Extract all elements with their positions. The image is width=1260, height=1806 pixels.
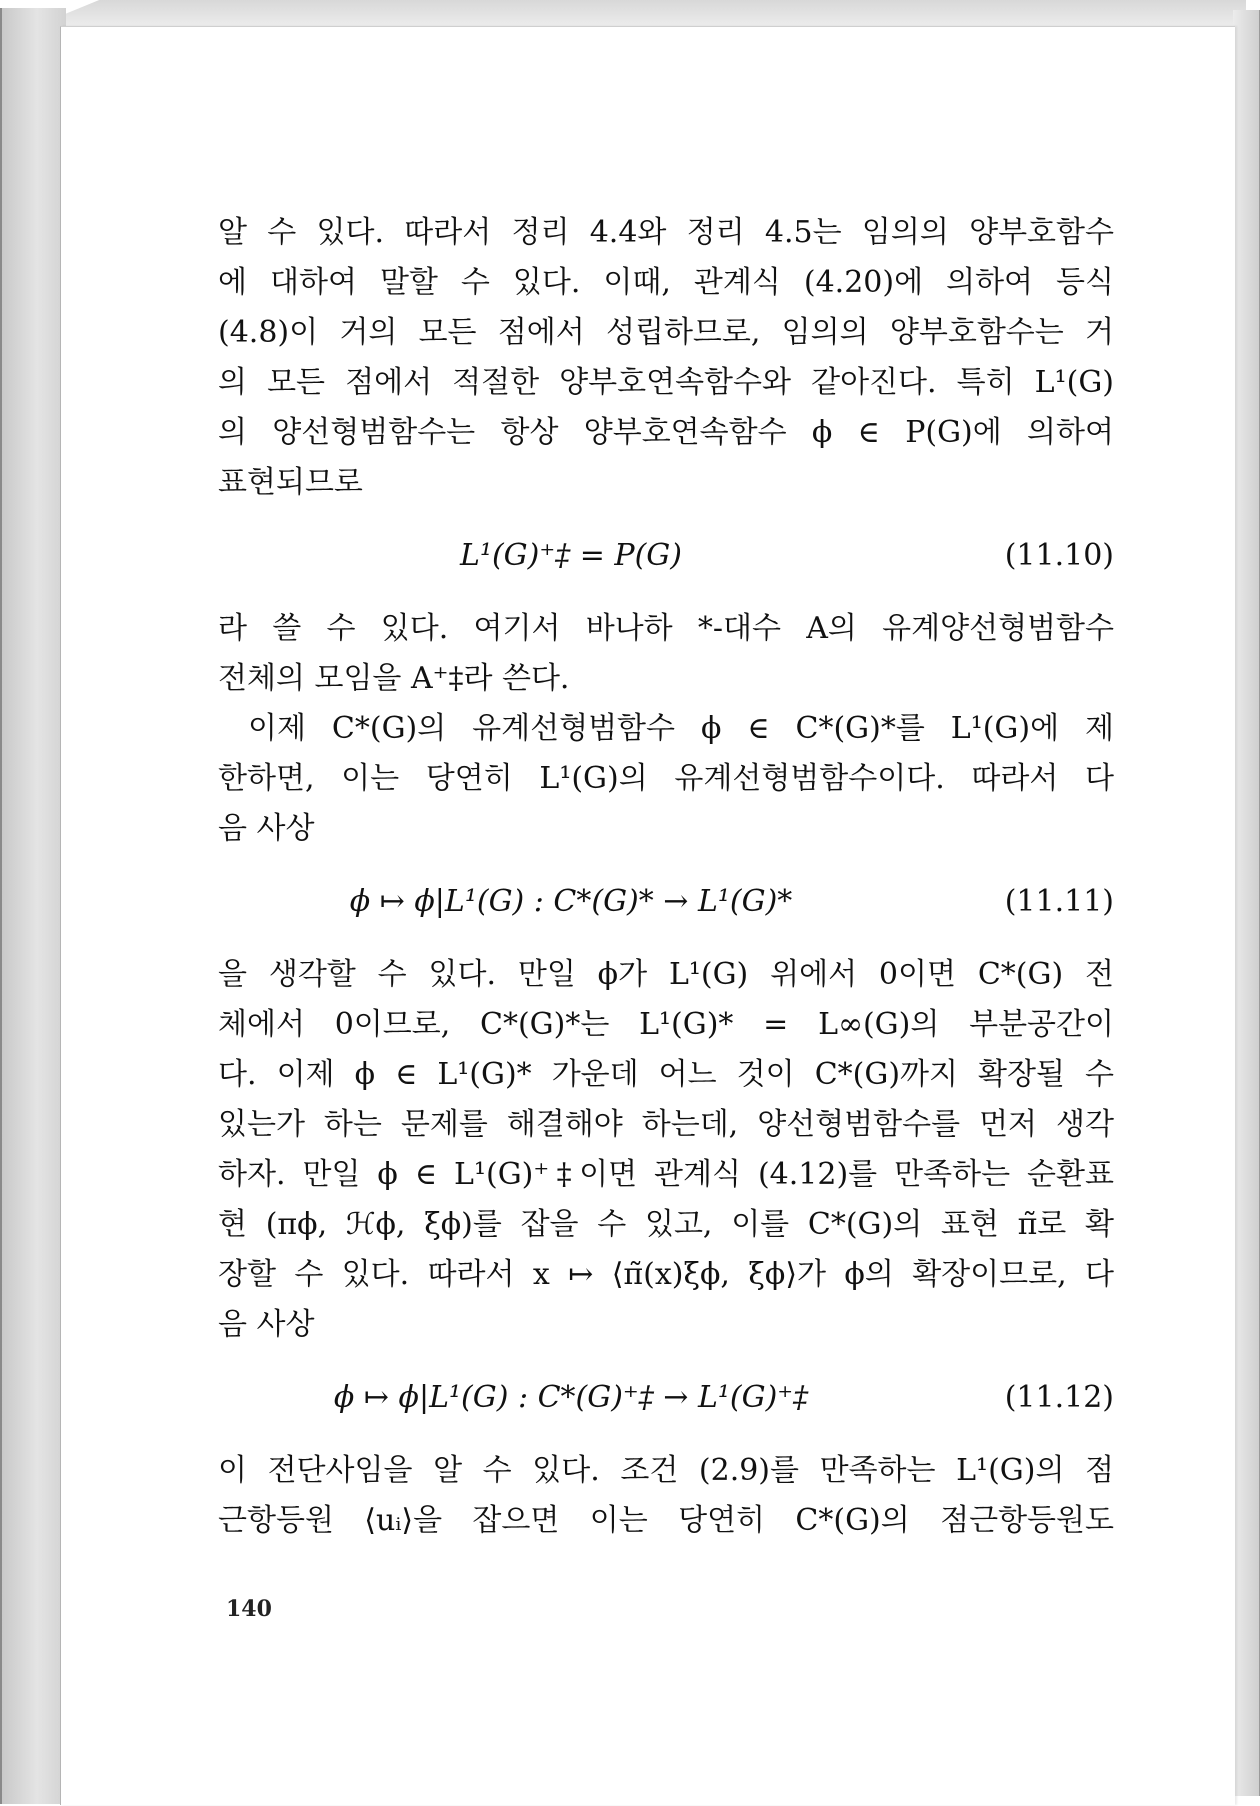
equation-number: (11.12) [1004,1380,1114,1415]
equation-number: (11.10) [1004,538,1114,573]
text-line: 에 대하여 말할 수 있다. 이때, 관계식 (4.20)에 의하여 등식 [218,265,1114,300]
text-line: 의 양선형범함수는 항상 양부호연속함수 ϕ ∈ P(G)에 의하여 [218,415,1114,450]
text-line: 체에서 0이므로, C*(G)*는 L¹(G)* = L∞(G)의 부분공간이 [218,1007,1114,1042]
display-equation [218,508,1114,604]
text-line: 음 사상 [218,1307,315,1342]
text-line: 이제 C*(G)의 유계선형범함수 ϕ ∈ C*(G)*를 L¹(G)에 제 [248,711,1114,746]
text-line: 하자. 만일 ϕ ∈ L¹(G)⁺‡이면 관계식 (4.12)를 만족하는 순환표 [218,1157,1114,1192]
text-line: 현 (πϕ, ℋϕ, ξϕ)를 잡을 수 있고, 이를 C*(G)의 표현 π̃로 확 [218,1207,1114,1242]
text-line: 장할 수 있다. 따라서 x ↦ ⟨π̃(x)ξϕ, ξϕ⟩가 ϕ의 확장이므로, 다 [218,1257,1114,1292]
text-line: 한하면, 이는 당연히 L¹(G)의 유계선형범함수이다. 따라서 다 [218,761,1114,796]
text-line: 라 쓸 수 있다. 여기서 바나하 *-대수 A의 유계양선형범함수 [218,611,1114,646]
text-line: 근항등원 ⟨uᵢ⟩을 잡으면 이는 당연히 C*(G)의 점근항등원도 [218,1503,1114,1538]
page-number: 140 [226,1596,272,1622]
book-spine-edge [0,8,66,1804]
equation-body: L¹(G)⁺‡ = P(G) [460,538,682,573]
display-equation [218,1350,1114,1446]
text-line: 표현되므로 [218,465,363,500]
text-line: 음 사상 [218,811,315,846]
equation-body: ϕ ↦ ϕ|L¹(G) : C*(G)⁺‡ → L¹(G)⁺‡ [333,1380,809,1415]
book-right-edge [1233,10,1260,1796]
text-line: 전체의 모임을 A⁺‡라 쓴다. [218,661,570,696]
text-line: 알 수 있다. 따라서 정리 4.4와 정리 4.5는 임의의 양부호함수 [218,215,1114,250]
text-line: 있는가 하는 문제를 해결해야 하는데, 양선형범함수를 먼저 생각 [218,1107,1114,1142]
page-body [218,208,1114,1546]
equation-body: ϕ ↦ ϕ|L¹(G) : C*(G)* → L¹(G)* [349,884,793,919]
display-equation [218,854,1114,950]
equation-number: (11.11) [1004,884,1114,919]
text-line: 이 전단사임을 알 수 있다. 조건 (2.9)를 만족하는 L¹(G)의 점 [218,1453,1114,1488]
text-line: 을 생각할 수 있다. 만일 ϕ가 L¹(G) 위에서 0이면 C*(G) 전 [218,957,1114,992]
text-line: 다. 이제 ϕ ∈ L¹(G)* 가운데 어느 것이 C*(G)까지 확장될 수 [218,1057,1114,1092]
text-line: (4.8)이 거의 모든 점에서 성립하므로, 임의의 양부호함수는 거 [218,315,1114,350]
text-line: 의 모든 점에서 적절한 양부호연속함수와 같아진다. 특히 L¹(G) [218,365,1114,400]
